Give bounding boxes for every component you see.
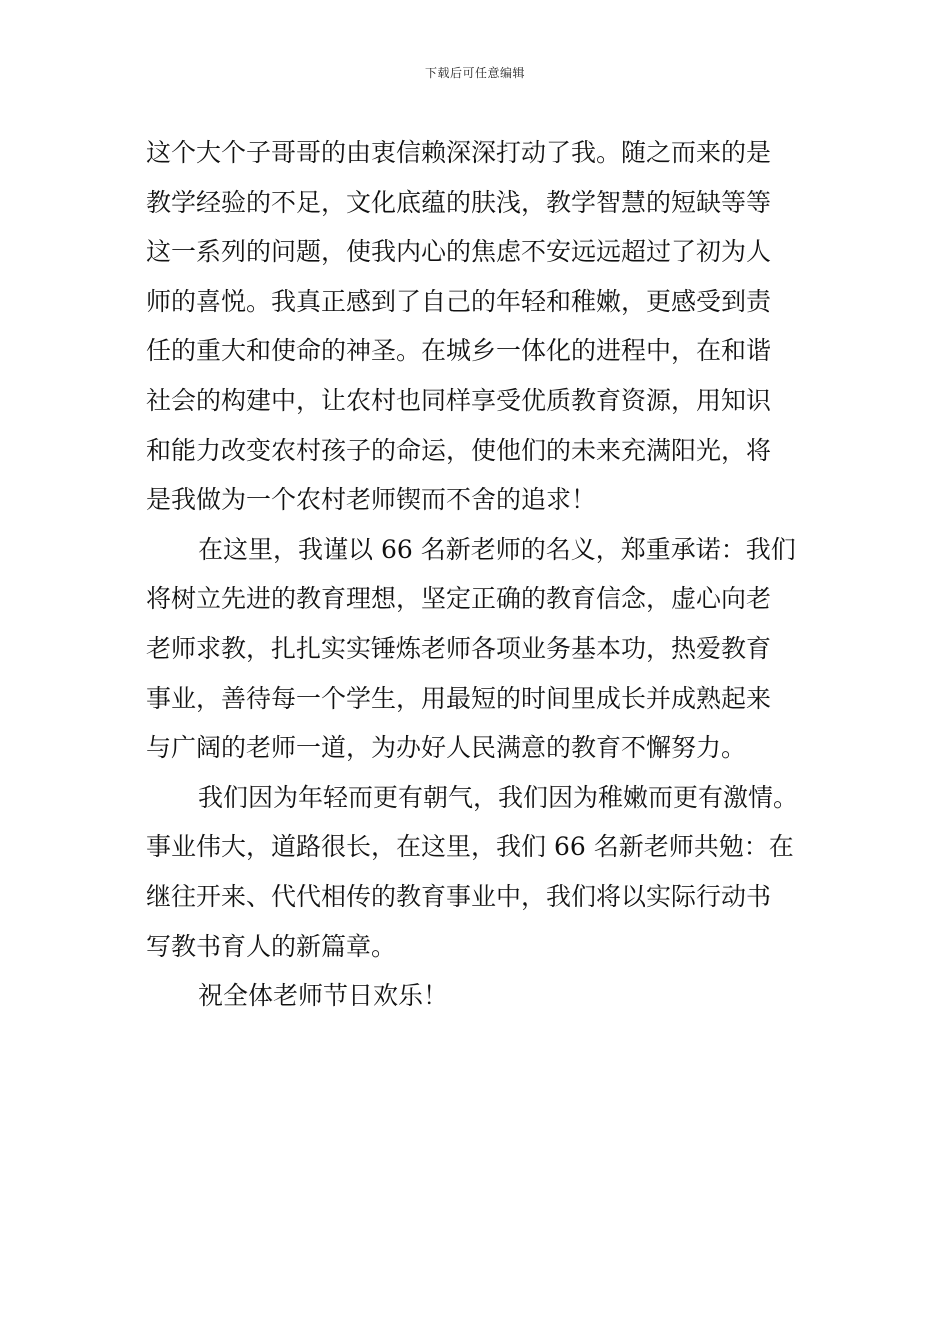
text-line: 这一系列的问题，使我内心的焦虑不安远远超过了初为人 [146,237,772,267]
text-line: 与广阔的老师一道，为办好人民满意的教育不懈努力。 [146,733,747,763]
closing-line: 祝全体老师节日欢乐！ [198,981,449,1011]
text-line: 是我做为一个农村老师锲而不舍的追求！ [146,485,597,515]
text-line: 事业，善待每一个学生，用最短的时间里成长并成熟起来 [146,683,772,713]
text-line: 任的重大和使命的神圣。在城乡一体化的进程中，在和谐 [146,336,772,366]
text-line: 教学经验的不足，文化底蕴的肤浅，教学智慧的短缺等等 [146,187,772,217]
text-line: 这个大个子哥哥的由衷信赖深深打动了我。随之而来的是 [146,138,772,167]
paragraph-start-line: 在这里，我谨以 66 名新老师的名义，郑重承诺：我们 [198,534,796,564]
text-line: 老师求教，扎扎实实锤炼老师各项业务基本功，热爱教育 [146,633,772,663]
document-body [146,128,826,1021]
text-line: 继往开来、代代相传的教育事业中，我们将以实际行动书 [146,881,772,911]
header-note: 下载后可任意编辑 [424,66,525,80]
text-line: 和能力改变农村孩子的命运，使他们的未来充满阳光，将 [146,435,772,465]
text-line: 事业伟大，道路很长，在这里，我们 66 名新老师共勉：在 [146,832,794,862]
text-line: 写教书育人的新篇章。 [146,931,397,961]
text-line: 师的喜悦。我真正感到了自己的年轻和稚嫩，更感受到责 [146,286,772,316]
text-line: 社会的构建中，让农村也同样享受优质教育资源，用知识 [146,385,772,415]
paragraph-start-line: 我们因为年轻而更有朝气，我们因为稚嫩而更有激情。 [198,782,799,812]
text-line: 将树立先进的教育理想，坚定正确的教育信念，虚心向老 [146,584,772,614]
